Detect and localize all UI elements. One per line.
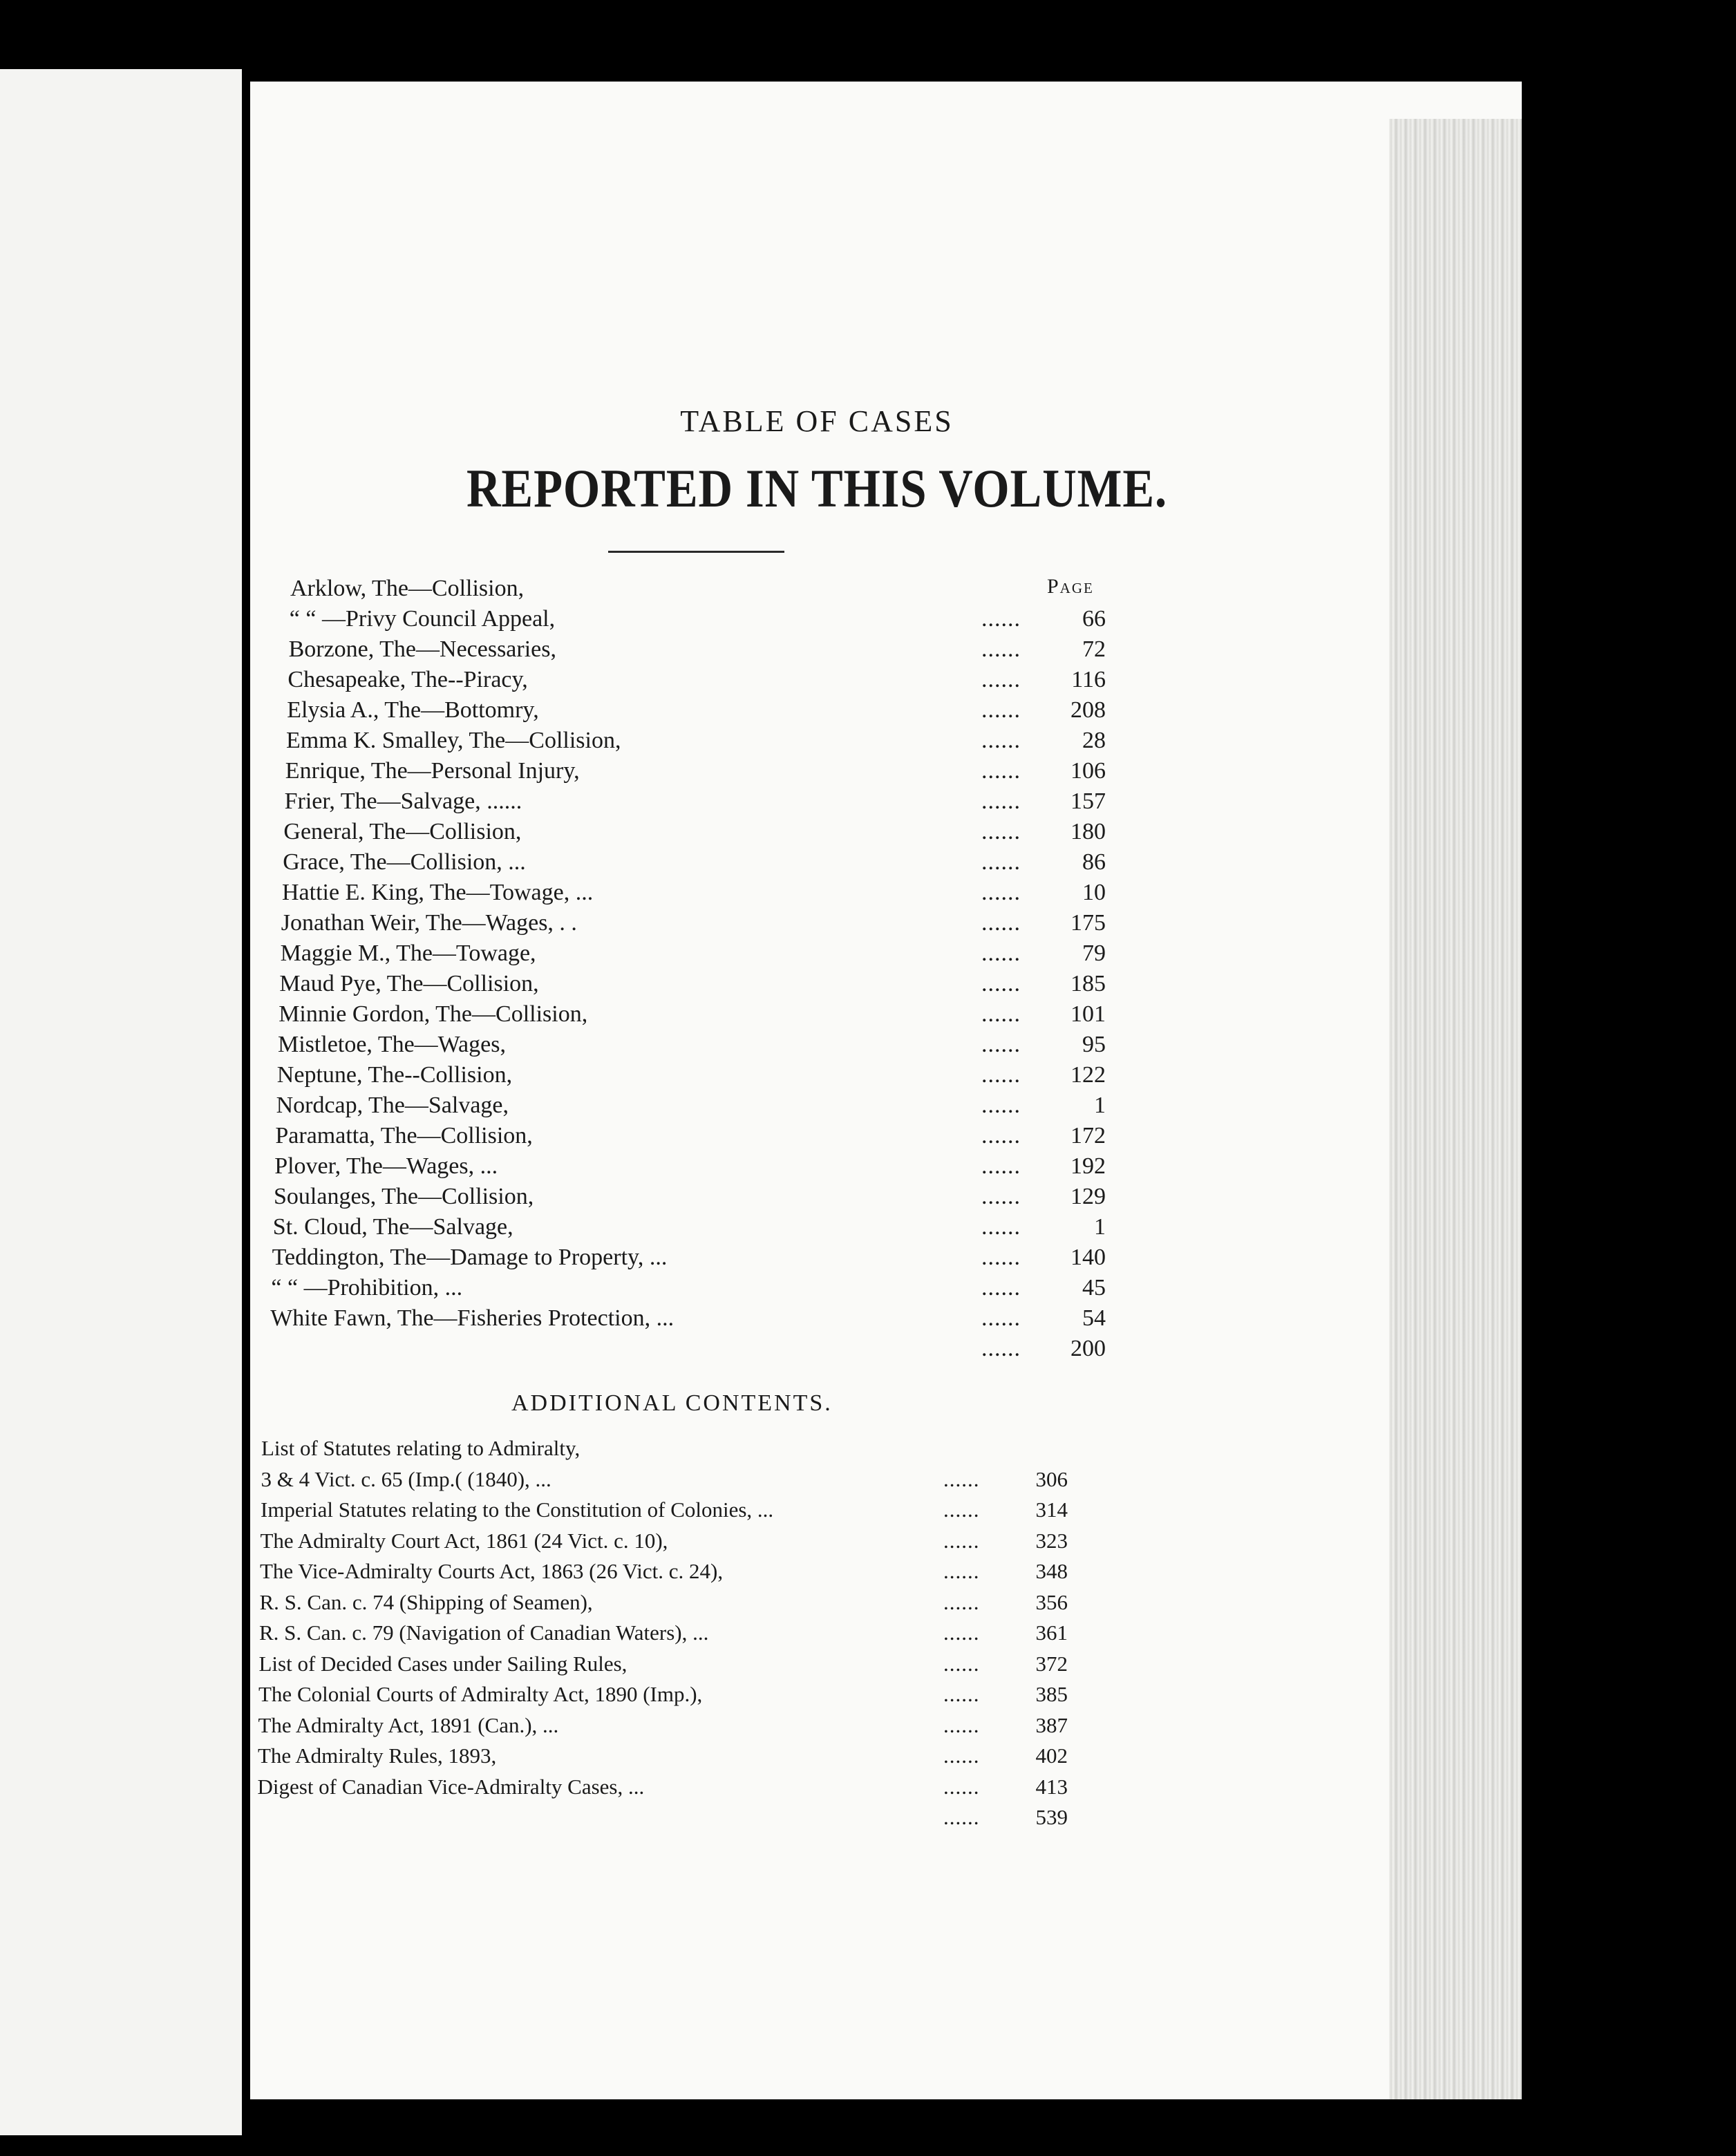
page-number: 200 <box>1070 1336 1106 1361</box>
leader-dots: ...... <box>981 1305 1021 1331</box>
leader-dots: ...... <box>943 1805 980 1829</box>
entry-title: Grace, The—Collision, ... <box>283 849 526 875</box>
entry-title: Elysia A., The—Bottomry, <box>287 697 539 723</box>
page-number: 129 <box>1070 1184 1106 1209</box>
additional-contents-title: ADDITIONAL CONTENTS. <box>511 1390 833 1416</box>
entry-title: R. S. Can. c. 74 (Shipping of Seamen), <box>259 1589 593 1614</box>
page-number: 314 <box>1035 1497 1068 1522</box>
page-number: 28 <box>1082 728 1106 753</box>
leader-dots: ...... <box>943 1528 980 1553</box>
page-number: 72 <box>1082 636 1106 662</box>
leader-dots: ...... <box>981 1001 1021 1027</box>
leader-dots: ...... <box>943 1712 980 1737</box>
leader-dots: ...... <box>981 971 1021 996</box>
page-number: 192 <box>1070 1153 1106 1179</box>
table-subtitle: REPORTED IN THIS VOLUME. <box>466 458 1168 518</box>
page-number: 106 <box>1070 758 1106 784</box>
leader-dots: ...... <box>981 1093 1021 1118</box>
leader-dots: ...... <box>981 697 1021 723</box>
leader-dots: ...... <box>981 1275 1021 1301</box>
page-number: 413 <box>1035 1774 1068 1799</box>
leader-dots: ...... <box>981 636 1021 662</box>
leader-dots: ...... <box>943 1743 980 1768</box>
page-number: 116 <box>1071 667 1106 692</box>
leader-dots: ...... <box>981 606 1021 632</box>
entry-title: Emma K. Smalley, The—Collision, <box>286 728 621 753</box>
entry-title: General, The—Collision, <box>283 819 522 844</box>
page-number: 180 <box>1070 819 1106 844</box>
page-number: 356 <box>1035 1589 1068 1614</box>
entry-title: Maud Pye, The—Collision, <box>279 971 539 996</box>
page-number: 95 <box>1082 1032 1106 1057</box>
page-number: 1 <box>1093 1214 1106 1240</box>
entry-title: The Colonial Courts of Admiralty Act, 1890 (Imp.), <box>258 1682 703 1706</box>
page-number: 86 <box>1082 849 1106 875</box>
page-edge-shading <box>1389 119 1522 2099</box>
entry-title: List of Statutes relating to Admiralty, <box>261 1436 581 1460</box>
page-column-label: Page <box>1047 575 1094 598</box>
page-number: 157 <box>1070 788 1106 814</box>
page-number: 175 <box>1070 910 1106 936</box>
page-number: 348 <box>1035 1559 1068 1583</box>
leader-dots: ...... <box>981 849 1021 875</box>
entry-title: R. S. Can. c. 79 (Navigation of Canadian Waters), ... <box>259 1620 709 1645</box>
leader-dots: ...... <box>981 1153 1021 1179</box>
entry-title: Borzone, The—Necessaries, <box>288 636 556 662</box>
entry-title: List of Decided Cases under Sailing Rules, <box>258 1651 628 1676</box>
leader-dots: ...... <box>943 1682 980 1706</box>
page-number: 1 <box>1093 1093 1106 1118</box>
page-number: 140 <box>1070 1245 1106 1270</box>
page-number: 539 <box>1035 1805 1068 1829</box>
leader-dots: ...... <box>981 667 1021 692</box>
entry-title: Jonathan Weir, The—Wages, . . <box>281 910 577 936</box>
leader-dots: ...... <box>981 1062 1021 1088</box>
leader-dots: ...... <box>981 880 1021 905</box>
leader-dots: ...... <box>981 819 1021 844</box>
page-number: 79 <box>1082 940 1106 966</box>
leader-dots: ...... <box>981 1184 1021 1209</box>
page-number: 66 <box>1082 606 1106 632</box>
page-number: 323 <box>1035 1528 1068 1553</box>
leader-dots: ...... <box>981 910 1021 936</box>
leader-dots: ...... <box>943 1589 980 1614</box>
leader-dots: ...... <box>981 1123 1021 1148</box>
entry-title: White Fawn, The—Fisheries Protection, ... <box>270 1305 674 1331</box>
leader-dots: ...... <box>981 728 1021 753</box>
entry-title: Chesapeake, The--Piracy, <box>287 667 528 692</box>
page-number: 172 <box>1070 1123 1106 1148</box>
entry-title: St. Cloud, The—Salvage, <box>272 1214 513 1240</box>
page-number: 372 <box>1035 1651 1068 1676</box>
leader-dots: ...... <box>943 1620 980 1645</box>
entry-title: Neptune, The--Collision, <box>276 1062 513 1088</box>
entry-title: Imperial Statutes relating to the Constitution of Colonies, ... <box>261 1497 774 1522</box>
entry-title: Enrique, The—Personal Injury, <box>285 758 580 784</box>
entry-title: Paramatta, The—Collision, <box>275 1123 533 1148</box>
page-number: 54 <box>1082 1305 1106 1331</box>
leader-dots: ...... <box>981 758 1021 784</box>
entry-title: Hattie E. King, The—Towage, ... <box>282 880 594 905</box>
entry-title: “ “ —Privy Council Appeal, <box>289 606 556 632</box>
leader-dots: ...... <box>981 940 1021 966</box>
entry-title: Teddington, The—Damage to Property, ... <box>272 1245 668 1270</box>
page-number: 208 <box>1070 697 1106 723</box>
entry-title: The Vice-Admiralty Courts Act, 1863 (26 Vict. c. 24), <box>260 1559 724 1583</box>
entry-title: Mistletoe, The—Wages, <box>278 1032 506 1057</box>
leader-dots: ...... <box>943 1559 980 1583</box>
leader-dots: ...... <box>981 1214 1021 1240</box>
entry-title: Maggie M., The—Towage, <box>280 940 536 966</box>
page-number: 306 <box>1035 1466 1068 1491</box>
leader-dots: ...... <box>943 1497 980 1522</box>
entry-title: Digest of Canadian Vice-Admiralty Cases, ... <box>257 1774 645 1799</box>
page-number: 185 <box>1070 971 1106 996</box>
leader-dots: ...... <box>943 1651 980 1676</box>
entry-title: The Admiralty Court Act, 1861 (24 Vict. c. 10), <box>260 1528 668 1553</box>
page-number: 387 <box>1035 1712 1068 1737</box>
entry-title: Soulanges, The—Collision, <box>274 1184 534 1209</box>
entry-title: “ “ —Prohibition, ... <box>271 1275 463 1301</box>
entry-title: Nordcap, The—Salvage, <box>276 1093 509 1118</box>
document-page <box>250 82 1522 2099</box>
page-number: 385 <box>1035 1682 1068 1706</box>
page-number: 402 <box>1035 1743 1068 1768</box>
page-number: 45 <box>1082 1275 1106 1301</box>
page-number: 122 <box>1070 1062 1106 1088</box>
left-facing-page <box>0 69 242 2135</box>
page-number: 10 <box>1082 880 1106 905</box>
leader-dots: ...... <box>981 788 1021 814</box>
leader-dots: ...... <box>981 1336 1021 1361</box>
entry-title: Frier, The—Salvage, ...... <box>284 788 522 814</box>
leader-dots: ...... <box>943 1774 980 1799</box>
title-rule <box>608 551 784 553</box>
entry-title: Plover, The—Wages, ... <box>274 1153 498 1179</box>
entry-title: Minnie Gordon, The—Collision, <box>279 1001 588 1027</box>
page-number: 101 <box>1070 1001 1106 1027</box>
leader-dots: ...... <box>981 1245 1021 1270</box>
entry-title: 3 & 4 Vict. c. 65 (Imp.( (1840), ... <box>261 1466 551 1491</box>
leader-dots: ...... <box>981 1032 1021 1057</box>
entry-title: The Admiralty Act, 1891 (Can.), ... <box>258 1712 559 1737</box>
table-title: TABLE OF CASES <box>680 404 954 438</box>
entry-title: The Admiralty Rules, 1893, <box>258 1743 497 1768</box>
page-number: 361 <box>1035 1620 1068 1645</box>
leader-dots: ...... <box>943 1466 980 1491</box>
entry-title: Arklow, The—Collision, <box>290 576 525 601</box>
